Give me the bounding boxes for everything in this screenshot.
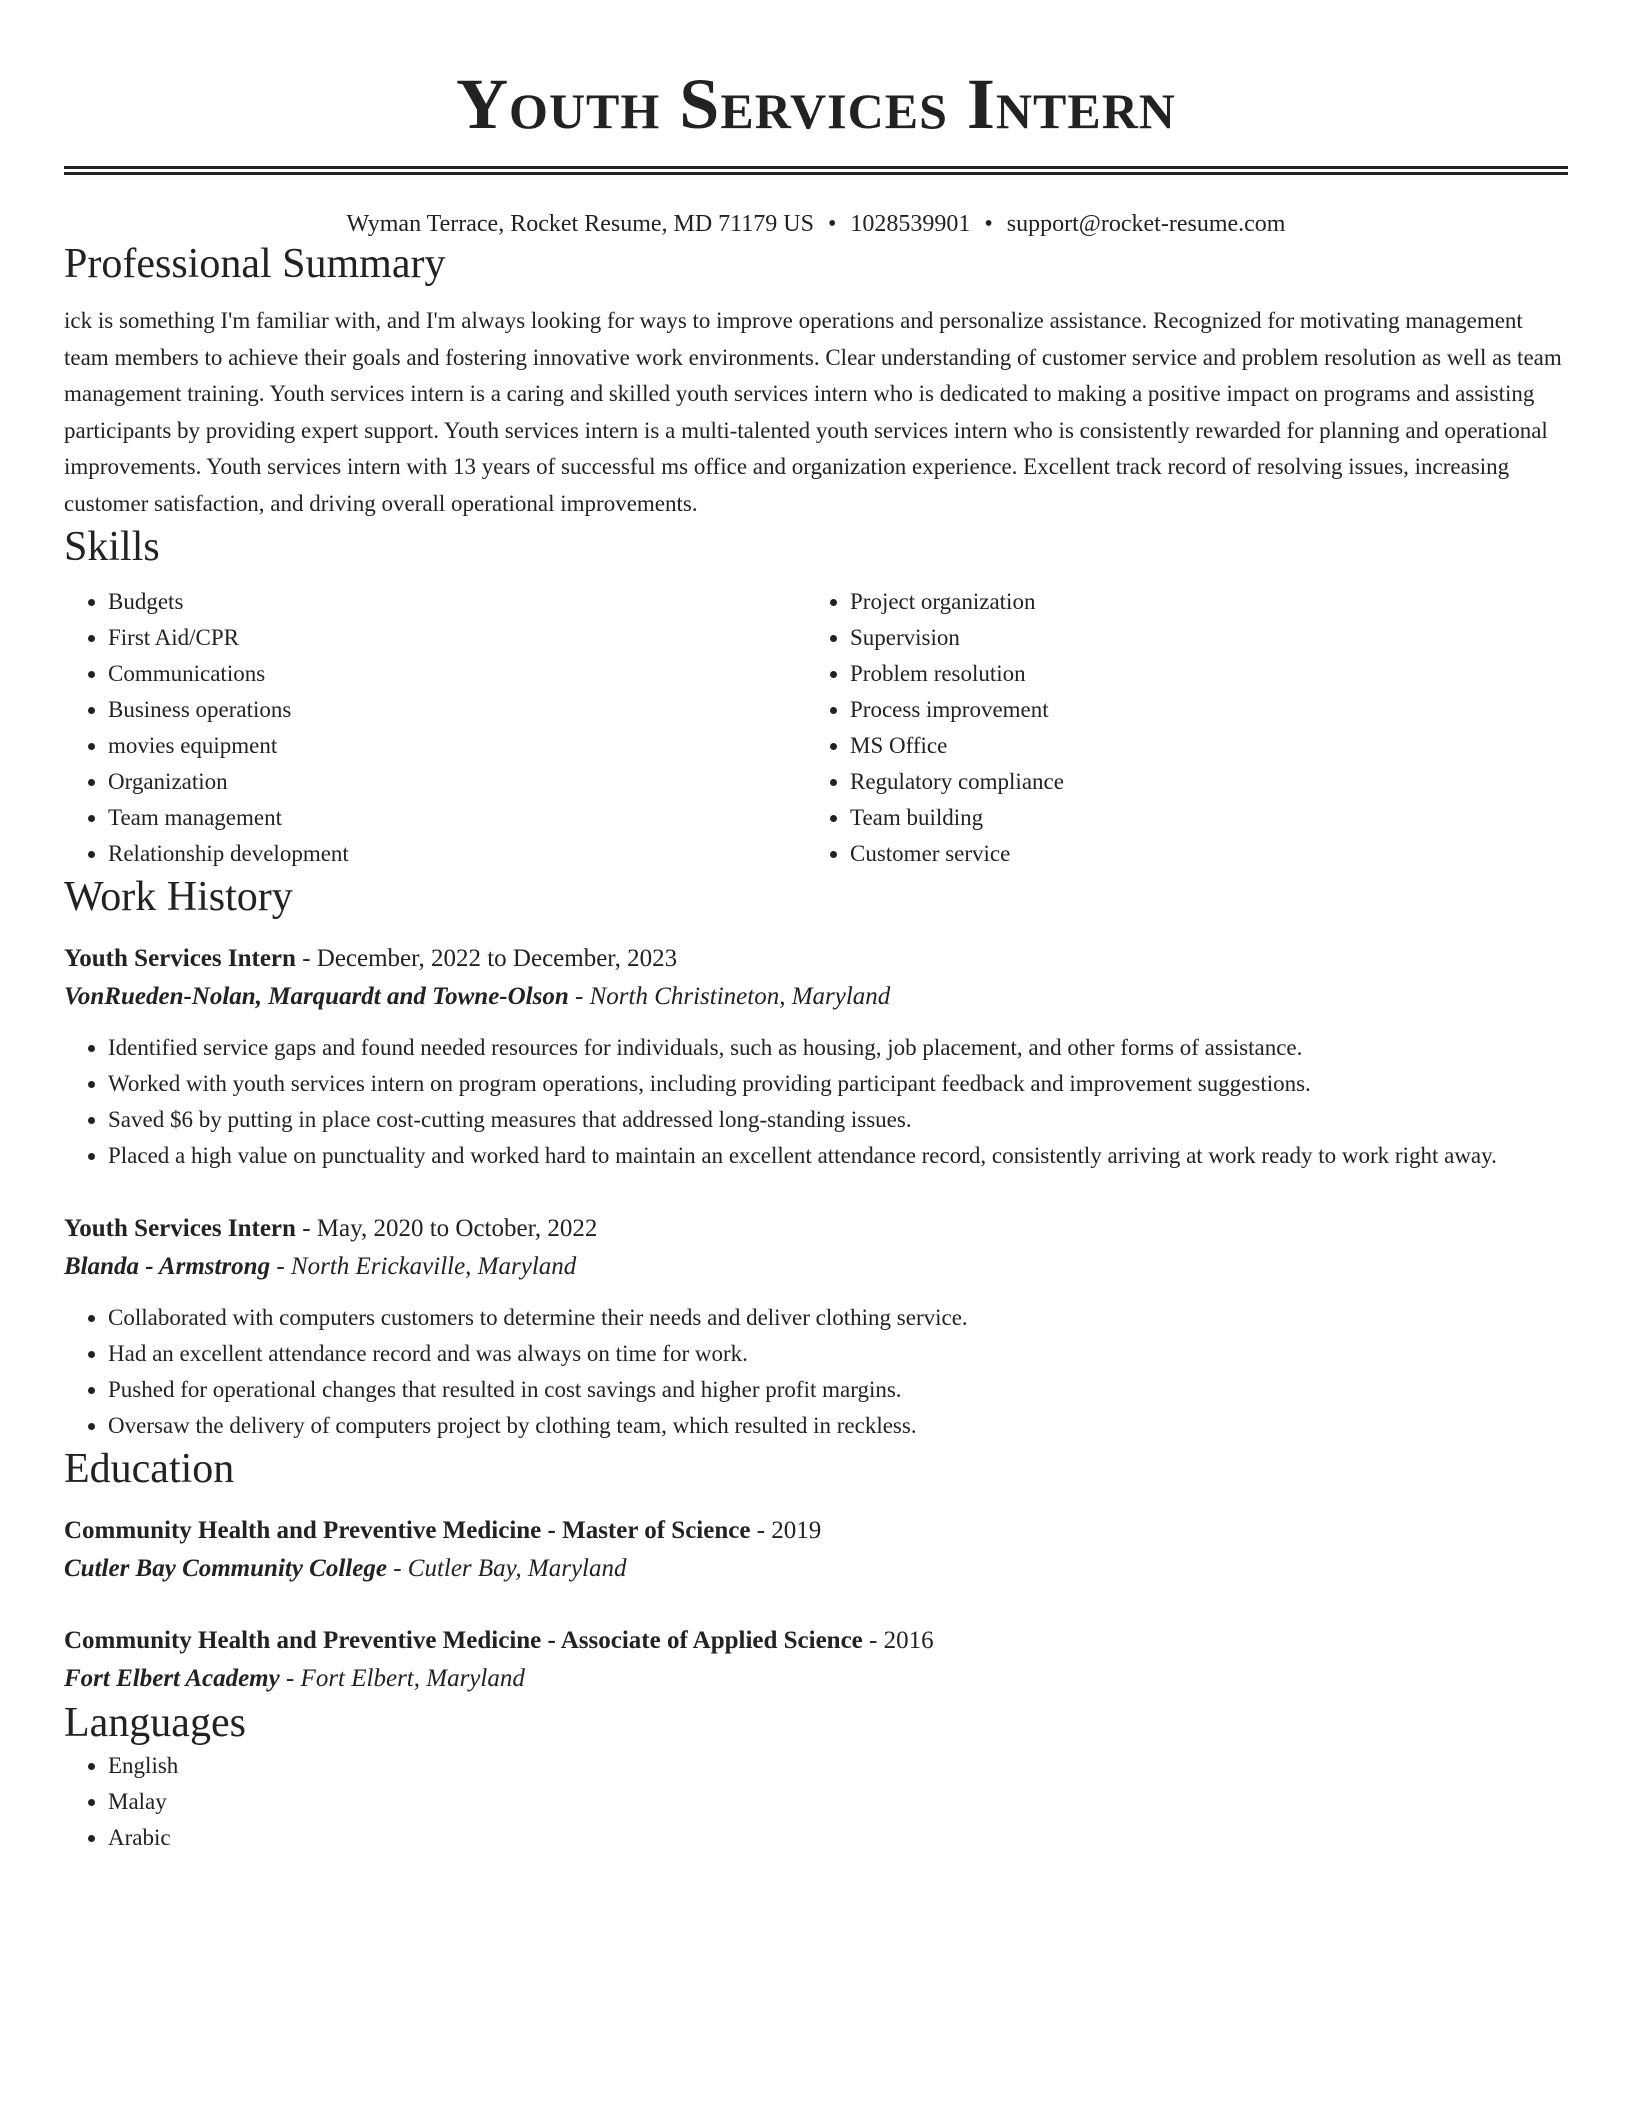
education-entry — [64, 1622, 1568, 1698]
contact-separator: • — [984, 211, 993, 237]
education-school-line — [64, 1660, 1568, 1698]
skills-list-left — [64, 584, 806, 872]
education-entry — [64, 1512, 1568, 1588]
contact-address: Wyman Terrace, Rocket Resume, MD 71179 US — [346, 211, 814, 237]
skills-heading: Skills — [64, 524, 160, 570]
language-item: • English — [108, 1748, 1568, 1784]
skills-list-right — [806, 584, 1548, 872]
language-item: • Arabic — [108, 1820, 1568, 1856]
skill-item: • Customer service — [850, 836, 1548, 872]
job-location: - North Erickaville, Maryland — [270, 1253, 577, 1280]
resume-title: Youth Services Intern — [456, 64, 1176, 144]
skill-item: • First Aid/CPR — [108, 620, 806, 656]
skill-item: • Project organization — [850, 584, 1548, 620]
education-degree: Community Health and Preventive Medicine - Associate of Applied Science — [64, 1627, 863, 1654]
education-school: Cutler Bay Community College — [64, 1555, 387, 1582]
skill-item: • MS Office — [850, 728, 1548, 764]
job-bullet: • Identified service gaps and found needed resources for individuals, such as housing, job placement, and other forms of assistance. — [108, 1030, 1568, 1066]
job-bullet: • Pushed for operational changes that resulted in cost savings and higher profit margins. — [108, 1372, 1568, 1408]
education-location: - Cutler Bay, Maryland — [386, 1555, 627, 1582]
education-year: - 2016 — [862, 1627, 934, 1654]
job-org-line — [64, 1248, 1568, 1286]
skills-columns — [64, 584, 1568, 872]
summary-heading: Professional Summary — [64, 241, 446, 287]
skill-item: • Budgets — [108, 584, 806, 620]
job-bullet: • Had an excellent attendance record and was always on time for work. — [108, 1336, 1568, 1372]
skill-item: • Business operations — [108, 692, 806, 728]
job-role-line — [64, 1210, 1568, 1248]
title-divider — [64, 166, 1568, 175]
job-bullets — [64, 1030, 1568, 1174]
job-org-line — [64, 978, 1568, 1016]
job-bullet: • Saved $6 by putting in place cost-cutting measures that addressed long-standing issues. — [108, 1102, 1568, 1138]
skill-item: • Relationship development — [108, 836, 806, 872]
skill-item: • Problem resolution — [850, 656, 1548, 692]
job-bullet: • Placed a high value on punctuality and worked hard to maintain an excellent attendance record, consistently arriving at work ready to work right away. — [108, 1138, 1568, 1174]
job-entry — [64, 1210, 1568, 1444]
skill-item: • Supervision — [850, 620, 1548, 656]
skill-item: • Team building — [850, 800, 1548, 836]
job-entry — [64, 940, 1568, 1174]
contact-separator: • — [827, 211, 837, 237]
job-location: - North Christineton, Maryland — [568, 983, 891, 1010]
skill-item: • movies equipment — [108, 728, 806, 764]
language-item: • Malay — [108, 1784, 1568, 1820]
skill-item: • Communications — [108, 656, 806, 692]
job-company: Blanda - Armstrong — [64, 1253, 271, 1280]
education-degree-line — [64, 1622, 1568, 1660]
contact-email: support@rocket-resume.com — [1006, 211, 1286, 237]
education-degree: Community Health and Preventive Medicine - Master of Science — [64, 1517, 751, 1544]
skill-item: • Team management — [108, 800, 806, 836]
job-role-line — [64, 940, 1568, 978]
job-dates: - December, 2022 to December, 2023 — [295, 945, 678, 972]
education-year: - 2019 — [750, 1517, 822, 1544]
education-degree-line — [64, 1512, 1568, 1550]
work-history-heading: Work History — [64, 874, 293, 920]
education-heading: Education — [64, 1446, 235, 1492]
job-bullet: • Oversaw the delivery of computers project by clothing team, which resulted in reckless. — [108, 1408, 1568, 1444]
languages-list — [64, 1748, 1568, 1856]
skill-item: • Organization — [108, 764, 806, 800]
languages-heading: Languages — [64, 1700, 246, 1746]
education-school-line — [64, 1550, 1568, 1588]
contact-line — [64, 209, 1568, 239]
job-title: Youth Services Intern — [64, 1215, 296, 1242]
job-bullet: • Collaborated with computers customers to determine their needs and deliver clothing service. — [108, 1300, 1568, 1336]
skill-item: • Process improvement — [850, 692, 1548, 728]
summary-text: ick is something I'm familiar with, and I'm always looking for ways to improve operations and personalize assistance. Recognized for motivating management team members to achieve their goals and fostering innovative work environments. Clear understanding of customer service and problem resolution as well as team management training. Youth services intern is a caring and skilled youth services intern who is dedicated to making a positive impact on programs and assisting participants by providing expert support. Youth services intern is a multi-talented youth services intern who is consistently rewarded for planning and operational improvements. Youth services intern with 13 years of successful ms office and organization experience. Excellent track record of resolving issues, increasing customer satisfaction, and driving overall operational improvements. — [64, 308, 1562, 516]
job-bullets — [64, 1300, 1568, 1444]
education-location: - Fort Elbert, Maryland — [279, 1665, 525, 1692]
job-title: Youth Services Intern — [64, 945, 296, 972]
skill-item: • Regulatory compliance — [850, 764, 1548, 800]
job-dates: - May, 2020 to October, 2022 — [295, 1215, 598, 1242]
education-school: Fort Elbert Academy — [64, 1665, 280, 1692]
job-bullet: • Worked with youth services intern on program operations, including providing participant feedback and improvement suggestions. — [108, 1066, 1568, 1102]
job-company: VonRueden-Nolan, Marquardt and Towne-Olson — [64, 983, 569, 1010]
contact-phone: 1028539901 — [850, 211, 971, 237]
